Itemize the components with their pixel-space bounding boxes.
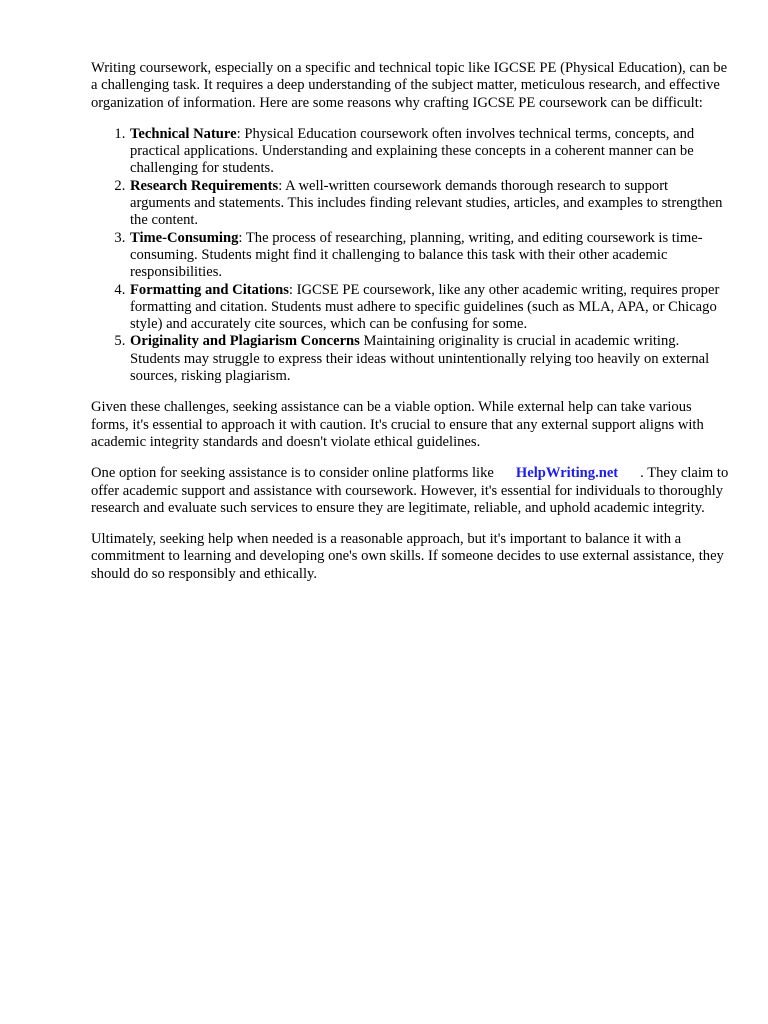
- list-item-separator: :: [288, 281, 297, 298]
- list-item-separator: :: [236, 125, 245, 142]
- list-item: [129, 282, 731, 334]
- reasons-list: [91, 126, 731, 385]
- assistance-text-after: . They claim to offer academic support and assistance with coursework. However, it's essential for individuals to thoroughly research and evaluate such services to ensure they are legitimate, reliable, and uphold academic integrity.: [91, 465, 729, 516]
- assistance-text-before: One option for seeking assistance is to consider online platforms like: [91, 465, 494, 482]
- list-item: [129, 230, 731, 282]
- conclusion-paragraph: Ultimately, seeking help when needed is a reasonable approach, but it's important to balance it with a commitment to learning and developing one's own skills. If someone decides to use external assistance, they should do so responsibly and ethically.: [91, 531, 724, 582]
- list-item-term: Research Requirements: [130, 177, 279, 194]
- list-item-term: Originality and Plagiarism Concerns: [130, 333, 360, 350]
- assistance-paragraph: [91, 465, 731, 517]
- intro-paragraph: Writing coursework, especially on a specific and technical topic like IGCSE PE (Physical Education), can be a challenging task. It requires a deep understanding of the subject matter, meticulous research, and effective organization of information. Here are some reasons why crafting IGCSE PE coursework can be difficult:: [91, 60, 728, 111]
- list-item-text: A well-written coursework demands thorough research to support arguments and statements. This includes finding relevant studies, articles, and examples to strengthen the content.: [130, 177, 723, 229]
- challenges-paragraph: Given these challenges, seeking assistance can be a viable option. While external help can take various forms, it's essential to approach it with caution. It's crucial to ensure that any external support aligns with academic integrity standards and doesn't violate ethical guidelines.: [91, 399, 704, 450]
- list-item-term: Technical Nature: [130, 125, 237, 142]
- list-item-text: Physical Education coursework often involves technical terms, concepts, and practical applications. Understanding and explaining these concepts in a coherent manner can be challenging for students.: [130, 125, 695, 177]
- list-item-text: IGCSE PE coursework, like any other academic writing, requires proper formatting and citation. Students must adhere to specific guidelines (such as MLA, APA, or Chicago style) and accurately cite sources, which can be confusing for some.: [130, 281, 720, 333]
- list-item-text: The process of researching, planning, writing, and editing coursework is time-consuming. Students might find it challenging to balance this task with their other academic responsibilities.: [130, 229, 703, 281]
- list-item: [129, 178, 731, 230]
- list-item-term: Time-Consuming: [130, 229, 239, 246]
- list-item-text: Maintaining originality is crucial in academic writing. Students may struggle to express their ideas without unintentionally relying too heavily on external sources, risking plagiarism.: [130, 333, 710, 385]
- list-item-term: Formatting and Citations: [130, 281, 289, 298]
- list-item-separator: :: [238, 229, 246, 246]
- helpwriting-link[interactable]: HelpWriting.net: [515, 465, 619, 482]
- list-item: [129, 126, 731, 178]
- list-item: [129, 333, 731, 385]
- document-body: [91, 60, 731, 597]
- list-item-separator: :: [278, 177, 286, 194]
